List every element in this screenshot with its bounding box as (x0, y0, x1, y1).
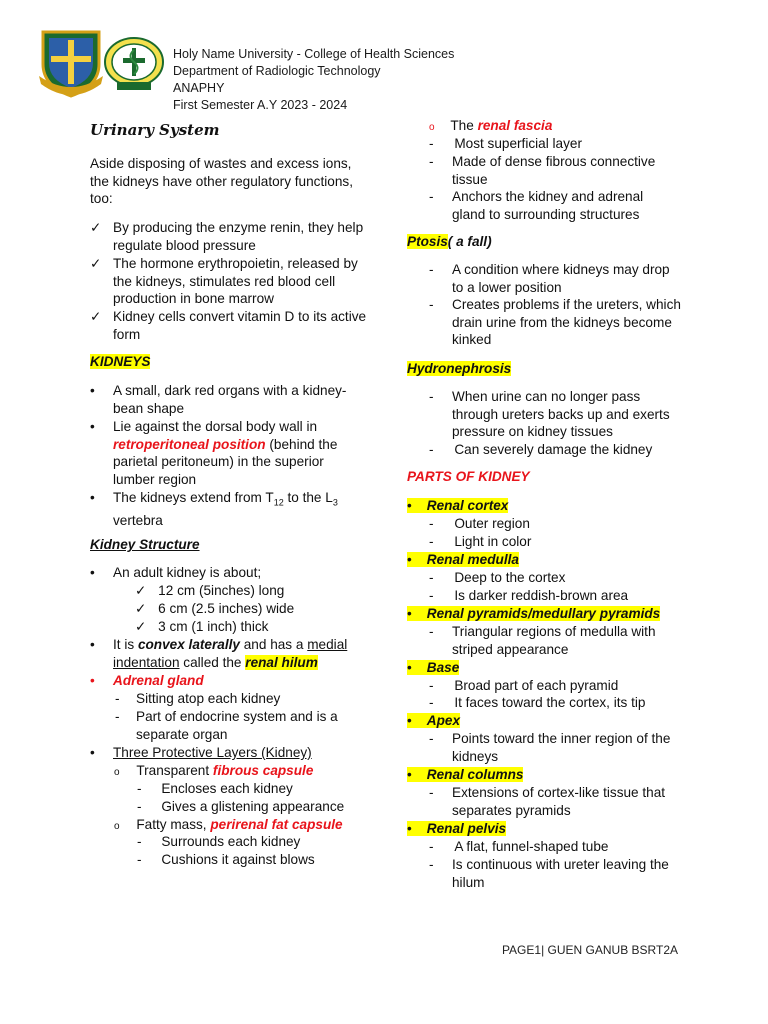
intro-paragraph: Aside disposing of wastes and excess ions, the kidneys have other regulatory functions, too: (90, 156, 353, 207)
dash-item: - Most superficial layer (429, 136, 582, 151)
checkmark-icon: ✓ (90, 256, 102, 271)
dash-item: - Outer region (429, 516, 530, 531)
dash-item: - A condition where kidneys may drop to a lower position (429, 262, 670, 295)
dash-icon: - (429, 262, 434, 277)
dash-icon: - (429, 588, 434, 603)
document-header (173, 46, 454, 114)
dash-icon: - (137, 799, 142, 814)
checkmark-icon: ✓ (90, 309, 102, 324)
bullet-item: • Renal pelvis (407, 821, 507, 836)
dash-icon: - (429, 857, 434, 872)
header-course: ANAPHY (173, 81, 225, 95)
circle-bullet-icon: o (429, 122, 435, 133)
hydronephrosis-heading: Hydronephrosis (407, 361, 512, 376)
dash-icon: - (137, 781, 142, 796)
bullet-icon: • (407, 606, 412, 621)
section-title: Urinary System (90, 121, 220, 139)
dash-item: - When urine can no longer pass through ureters backs up and exerts pressure on kidney tissues (429, 389, 670, 440)
dash-icon: - (429, 154, 434, 169)
dash-item: - Gives a glistening appearance (137, 799, 345, 814)
check-item: ✓ 3 cm (1 inch) thick (135, 619, 269, 634)
circle-bullet-icon: o (114, 767, 120, 778)
bullet-item: • Renal columns (407, 767, 524, 782)
dash-icon: - (429, 678, 434, 693)
bullet-item: • The kidneys extend from $T_{12}$ to the $L_3$ vertebra (90, 490, 338, 529)
header-department: Department of Radiologic Technology (173, 64, 381, 78)
bullet-icon: • (407, 498, 412, 513)
dash-item: - Triangular regions of medulla with striped appearance (429, 624, 656, 657)
bullet-item: • A small, dark red organs with a kidney-bean shape (90, 383, 347, 416)
dash-item: - Points toward the inner region of the kidneys (429, 731, 671, 764)
dash-item: - A flat, funnel-shaped tube (429, 839, 609, 854)
dash-item: - Extensions of cortex-like tissue that separates pyramids (429, 785, 666, 818)
dash-item: - Made of dense fibrous connective tissue (429, 154, 656, 187)
kidney-structure-heading: Kidney Structure (90, 537, 200, 552)
bullet-icon: • (407, 552, 412, 567)
dash-icon: - (429, 695, 434, 710)
dash-icon: - (429, 624, 434, 639)
check-item: ✓ 6 cm (2.5 inches) wide (135, 601, 295, 616)
checkmark-icon: ✓ (135, 601, 147, 616)
dash-item: - Cushions it against blows (137, 852, 315, 867)
circle-item: o Fatty mass, perirenal fat capsule (114, 817, 343, 832)
check-item: ✓ The hormone erythropoietin, released by the kidneys, stimulates red blood cell production in bone marrow (90, 256, 358, 307)
bullet-item: • Adrenal gland (90, 673, 204, 688)
dash-item: - Is continuous with ureter leaving the hilum (429, 857, 669, 890)
check-item: ✓ By producing the enzyme renin, they help regulate blood pressure (90, 220, 364, 253)
check-item: ✓ Kidney cells convert vitamin D to its active form (90, 309, 367, 342)
circle-bullet-icon: o (114, 821, 120, 832)
dash-item: - Encloses each kidney (137, 781, 293, 796)
dash-item: - Part of endocrine system and is a separate organ (115, 709, 338, 742)
header-semester: First Semester A.Y 2023 - 2024 (173, 98, 348, 112)
bullet-item: • Renal pyramids/medullary pyramids (407, 606, 661, 621)
dash-icon: - (115, 691, 120, 706)
bullet-item: • An adult kidney is about; (90, 565, 262, 580)
header-university: Holy Name University - College of Health Sciences (173, 47, 455, 61)
dash-item: - Creates problems if the ureters, which drain urine from the kidneys become kinked (429, 297, 681, 348)
dash-item: - Is darker reddish-brown area (429, 588, 629, 603)
page-footer: PAGE1| GUEN GANUB BSRT2A (501, 943, 678, 957)
bullet-item: • Base (407, 660, 460, 675)
dash-icon: - (429, 516, 434, 531)
bullet-item: • Apex (407, 713, 461, 728)
circle-item: o The renal fascia (429, 118, 553, 133)
dash-item: - Broad part of each pyramid (429, 678, 619, 693)
bullet-icon: • (90, 490, 95, 505)
parts-of-kidney-heading: PARTS OF KIDNEY (407, 469, 530, 484)
dash-item: - Surrounds each kidney (137, 834, 301, 849)
bullet-icon: • (407, 821, 412, 836)
dash-item: - Light in color (429, 534, 532, 549)
checkmark-icon: ✓ (90, 220, 102, 235)
dash-icon: - (115, 709, 120, 724)
checkmark-icon: ✓ (135, 583, 147, 598)
dash-item: - It faces toward the cortex, its tip (429, 695, 646, 710)
bullet-icon: • (90, 419, 95, 434)
college-health-sciences-logo (103, 36, 165, 92)
bullet-icon: • (90, 637, 95, 652)
dash-item: - Can severely damage the kidney (429, 442, 653, 457)
dash-icon: - (137, 852, 142, 867)
bullet-item: • Three Protective Layers (Kidney) (90, 745, 312, 760)
dash-item: - Anchors the kidney and adrenal gland to surrounding structures (429, 189, 644, 222)
dash-icon: - (429, 442, 434, 457)
bullet-icon: • (407, 713, 412, 728)
ptosis-heading: Ptosis( a fall) (407, 234, 492, 249)
dash-icon: - (429, 534, 434, 549)
bullet-icon: • (407, 767, 412, 782)
bullet-item: • Renal medulla (407, 552, 519, 567)
bullet-item: • It is convex laterally and has a medial indentation called the renal hilum (90, 637, 348, 670)
dash-icon: - (429, 297, 434, 312)
bullet-item: • Renal cortex (407, 498, 509, 513)
kidneys-heading: KIDNEYS (90, 354, 151, 369)
bullet-icon: • (90, 745, 95, 760)
checkmark-icon: ✓ (135, 619, 147, 634)
check-item: ✓ 12 cm (5inches) long (135, 583, 285, 598)
dash-icon: - (429, 136, 434, 151)
dash-icon: - (429, 389, 434, 404)
bullet-icon: • (90, 383, 95, 398)
dash-icon: - (429, 570, 434, 585)
bullet-icon: • (90, 673, 95, 688)
dash-icon: - (429, 785, 434, 800)
dash-item: - Deep to the cortex (429, 570, 566, 585)
dash-icon: - (429, 839, 434, 854)
circle-item: o Transparent fibrous capsule (114, 763, 314, 778)
bullet-icon: • (407, 660, 412, 675)
dash-icon: - (429, 731, 434, 746)
bullet-item: • Lie against the dorsal body wall in retroperitoneal position (behind the parietal peritoneum) in the superior lumber region (90, 419, 338, 487)
dash-item: - Sitting atop each kidney (115, 691, 281, 706)
university-seal-logo (35, 26, 107, 98)
dash-icon: - (137, 834, 142, 849)
dash-icon: - (429, 189, 434, 204)
bullet-icon: • (90, 565, 95, 580)
